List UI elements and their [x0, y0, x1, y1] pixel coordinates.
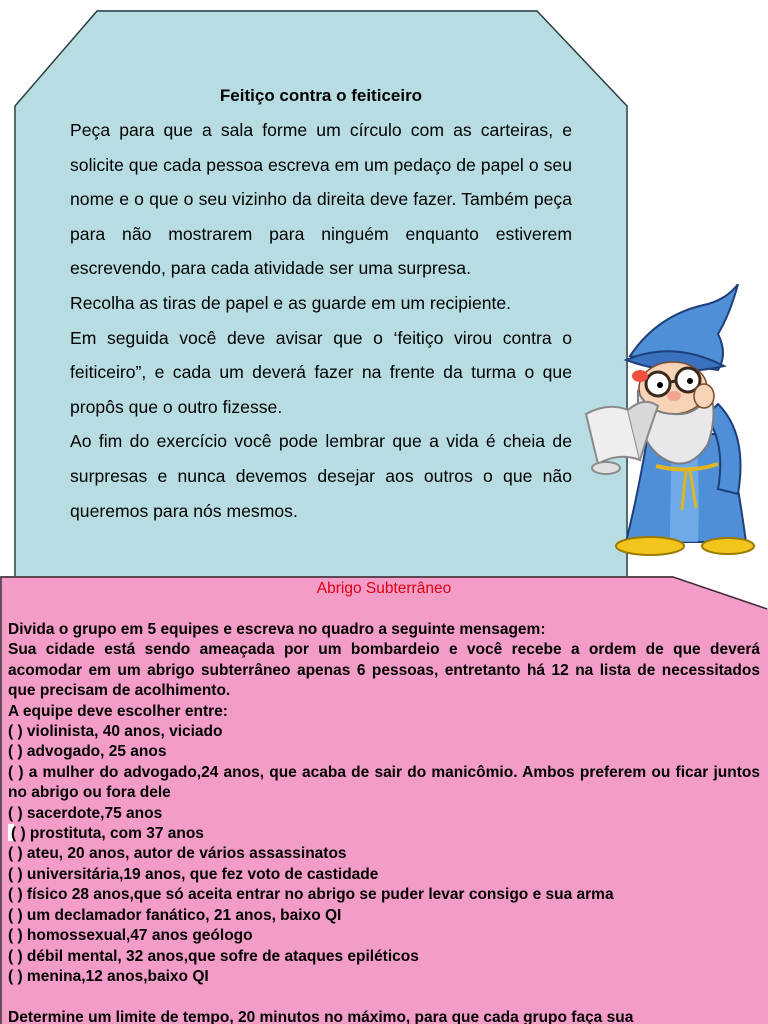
option-item: ( ) violinista, 40 anos, viciado	[8, 723, 223, 741]
blue-paragraph-3: Em seguida você deve avisar que o ‘feitiço virou contra o feiticeiro”, e cada um deverá fazer na frente da turma o que propôs que o outro fizesse.	[70, 327, 572, 417]
option-item: ( ) homossexual,47 anos geólogo	[8, 927, 253, 945]
pink-choose-label: A equipe deve escolher entre:	[8, 702, 228, 720]
option-item: ( ) físico 28 anos,que só aceita entrar no abrigo se puder levar consigo e sua arma	[8, 886, 614, 904]
option-item: ( ) sacerdote,75 anos	[8, 804, 163, 822]
option-item: ( ) universitária,19 anos, que fez voto de castidade	[8, 865, 379, 883]
pink-closing: Determine um limite de tempo, 20 minutos no máximo, para que cada grupo faça sua	[8, 1008, 634, 1024]
blue-card-body	[70, 113, 572, 528]
pink-card-title: Abrigo Subterrâneo	[316, 580, 452, 597]
blue-card-title: Feitiço contra o feiticeiro	[219, 86, 423, 105]
option-item	[8, 824, 760, 844]
option-item: ( ) menina,12 anos,baixo QI	[8, 967, 209, 985]
option-item: ( ) ateu, 20 anos, autor de vários assassinatos	[8, 845, 347, 863]
blue-paragraph-2: Recolha as tiras de papel e as guarde em um recipiente.	[70, 292, 512, 313]
wizard-icon	[578, 284, 768, 556]
pink-card-body	[8, 620, 760, 1024]
blue-paragraph-4: Ao fim do exercício você pode lembrar que a vida é cheia de surpresas e nunca devemos desejar aos outros o que não queremos para nós mesmos.	[70, 431, 572, 521]
option-item: ( ) débil mental, 32 anos,que sofre de ataques epiléticos	[8, 947, 419, 965]
option-item-text: ( ) prostituta, com 37 anos	[11, 825, 204, 843]
option-item: ( ) um declamador fanático, 21 anos, baixo QI	[8, 906, 342, 924]
paragraph-gap	[8, 987, 760, 1007]
option-item: ( ) a mulher do advogado,24 anos, que acaba de sair do manicômio. Ambos preferem ou ficar juntos no abrigo ou fora dele	[8, 763, 760, 802]
blue-paragraph-1: Peça para que a sala forme um círculo com as carteiras, e solicite que cada pessoa escreva em um pedaço de papel o seu nome e o que o seu vizinho da direita deve fazer. Também peça para não mostrarem para ninguém enquanto estiverem escrevendo, para cada atividade ser uma surpresa.	[70, 120, 572, 279]
option-item: ( ) advogado, 25 anos	[8, 743, 167, 761]
pink-intro: Divida o grupo em 5 equipes e escreva no quadro a seguinte mensagem:	[8, 621, 546, 638]
option-list	[8, 722, 760, 987]
pink-scenario: Sua cidade está sendo ameaçada por um bombardeio e você recebe a ordem de que deverá acomodar em um abrigo subterrâneo apenas 6 pessoas, entretanto há 12 na lista de necessitados que precisam de acolhimento.	[8, 641, 760, 700]
